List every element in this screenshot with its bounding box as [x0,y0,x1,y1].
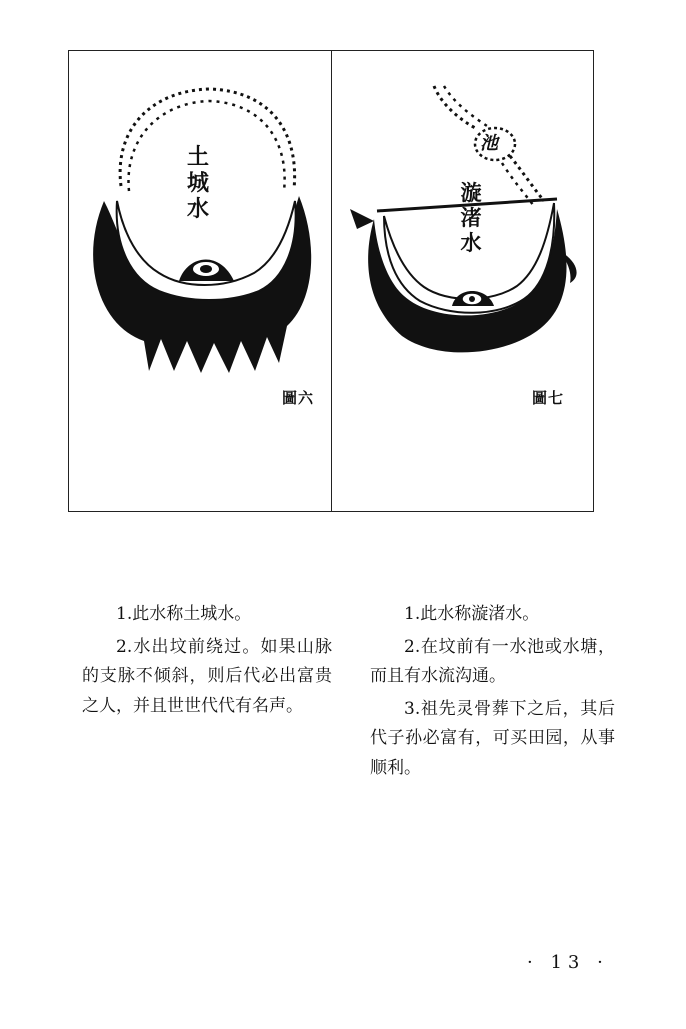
right-paragraph-1: 1.此水称漩渚水。 [404,604,540,624]
right-paragraph-3: 3.祖先灵骨葬下之后，其后代子孙必富有，可买田园，从事顺利。 [370,698,615,778]
left-paragraph-1: 1.此水称土城水。 [116,604,252,624]
figure-seven-drawing [332,51,594,513]
figure-six-drawing [69,51,332,513]
figure-seven-caption: 圖七 [532,389,565,407]
pool-label: 池 [480,133,498,154]
figure-six-label: 土城水 [186,145,209,222]
figure-frame [68,50,594,512]
figure-six-caption: 圖六 [282,389,315,407]
left-text-column [82,600,332,724]
figure-seven-panel [332,51,594,511]
figure-six-panel [69,51,332,511]
page-number: · 13 · [527,952,609,973]
left-paragraph-2: 2.水出坟前绕过。如果山脉的支脉不倾斜，则后代必出富贵之人，并且世世代代有名声。 [82,636,332,716]
right-paragraph-2: 2.在坟前有一水池或水塘，而且有水流沟通。 [370,636,615,686]
right-text-column [370,600,615,786]
figure-seven-label: 漩渚水 [460,181,482,255]
